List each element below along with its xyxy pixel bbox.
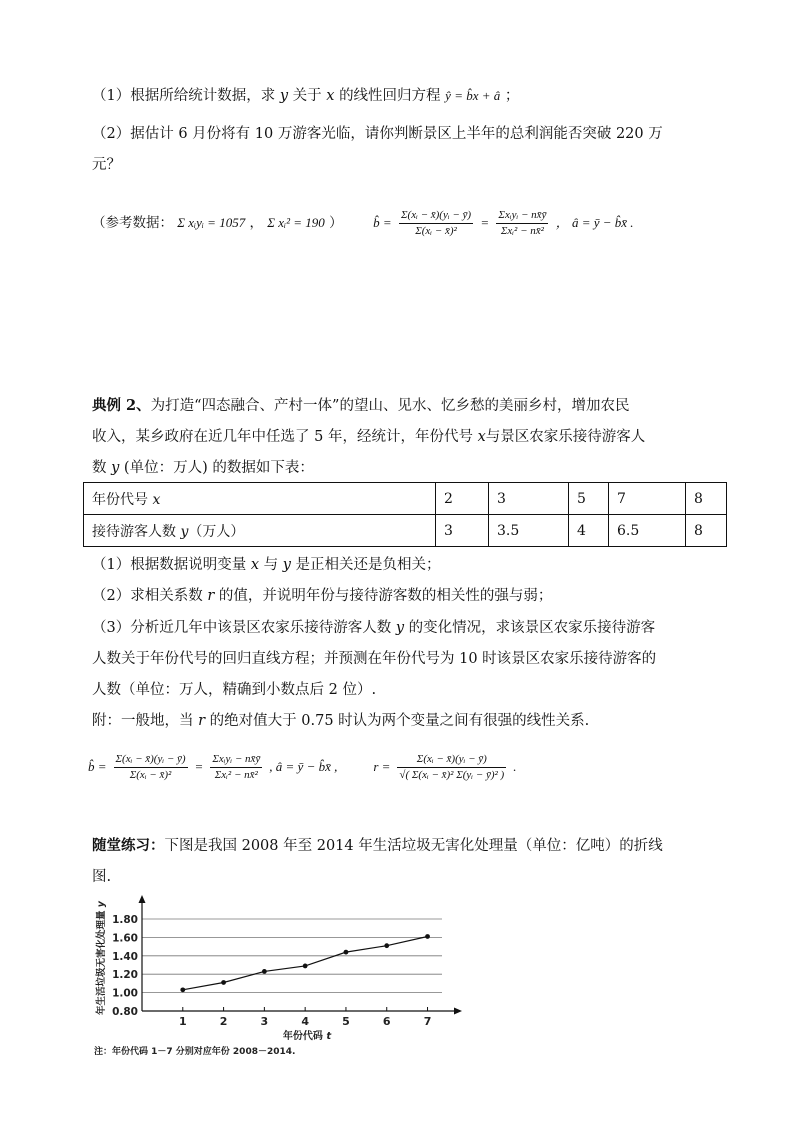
part-2	[92, 586, 552, 606]
ref-frac-1-den: Σ(xᵢ − x̄)²	[415, 225, 457, 237]
chart-y-ticks	[112, 914, 138, 1018]
formula-a-eq: , â = ȳ − b̂x̄ ,	[269, 759, 338, 774]
part-1-c: 是正相关还是负相关；	[295, 557, 441, 573]
data-point	[262, 969, 267, 974]
table-cell: 3	[489, 483, 569, 515]
chart-x-ticks	[179, 1007, 431, 1028]
part-3-a: （3）分析近几年中该景区农家乐接待游客人数	[92, 620, 392, 636]
y-tick-label: 1.00	[112, 987, 138, 1000]
question-1	[92, 86, 519, 106]
x-axis-arrow	[454, 1008, 462, 1015]
example-2-var-y: y	[111, 460, 120, 476]
practice-line-2: 图.	[92, 869, 112, 885]
practice-text-1: 下图是我国 2008 年至 2014 年生活垃圾无害化处理量（单位：亿吨）的折线	[164, 838, 663, 854]
y-label-var: y	[96, 900, 107, 908]
formula-block	[88, 752, 516, 783]
formula-frac-r	[397, 752, 506, 783]
chart-x-label	[283, 1029, 332, 1042]
part-3-line-1	[92, 618, 655, 638]
table-cell: 5	[569, 483, 609, 515]
reference-data	[92, 208, 634, 239]
table-row	[84, 515, 727, 547]
chart-y-label	[95, 900, 107, 1015]
data-point	[180, 987, 185, 992]
x-label-text: 年份代码	[282, 1031, 327, 1042]
part-2-b: 的值，并说明年份与接待游客数的相关性的强与弱；	[218, 588, 553, 604]
row1-label-text: 年份代号	[92, 491, 148, 508]
y-tick-label: 0.80	[112, 1006, 138, 1018]
table-cell: 2	[436, 483, 489, 515]
appendix-note	[92, 711, 589, 731]
formula-frac-2-den: Σxᵢ² − nx̄²	[214, 769, 258, 781]
example-2-text-2a: 收入，某乡政府在近几年中任选了 5 年，经统计，年份代号	[92, 429, 473, 445]
question-2-line-2: 元？	[92, 157, 121, 173]
formula-frac-2	[210, 752, 262, 783]
x-tick-label: 1	[178, 1015, 187, 1028]
ref-frac-2	[496, 208, 548, 239]
y-tick-label: 1.80	[112, 914, 138, 926]
chart-series	[180, 934, 430, 992]
formula-r-lhs: r =	[373, 759, 391, 774]
table-cell: 8	[686, 483, 727, 515]
part-2-var-r: r	[207, 588, 215, 604]
chart-note: 注：年份代码 1－7 分别对应年份 2008－2014.	[94, 1047, 296, 1057]
row2-label-text: 接待游客人数	[92, 523, 176, 540]
part-2-a: （2）求相关系数	[92, 588, 203, 604]
note-a: 附：一般地，当	[92, 713, 194, 729]
y-tick-label: 1.20	[112, 969, 138, 982]
ref-equals: =	[480, 215, 490, 230]
row2-unit: （万人）	[188, 523, 245, 540]
q1-end: ；	[504, 88, 520, 104]
formula-frac-1	[114, 752, 188, 783]
ref-sum1: Σ xᵢyᵢ = 1057	[177, 215, 246, 230]
ref-frac-1	[399, 208, 473, 239]
ref-frac-1-num: Σ(xᵢ − x̄)(yᵢ − ȳ)	[399, 208, 473, 224]
table-cell: 3.5	[489, 515, 569, 547]
x-label-var: t	[326, 1031, 332, 1042]
x-tick-label: 6	[382, 1015, 391, 1028]
table-row	[84, 483, 727, 515]
row1-var: x	[152, 491, 161, 508]
table-cell: 6.5	[609, 515, 686, 547]
formula-frac-2-num: Σxᵢyᵢ − nx̄ȳ	[210, 752, 262, 768]
part-3-var-y: y	[395, 620, 405, 636]
data-point	[303, 964, 308, 969]
y-tick-label: 1.60	[112, 932, 138, 945]
ref-prefix: （参考数据：	[92, 215, 173, 231]
formula-frac-r-den: √( Σ(xᵢ − x̄)² Σ(yᵢ − ȳ)² )	[399, 769, 505, 781]
table-cell: 7	[609, 483, 686, 515]
q1-rest: 的线性回归方程	[339, 88, 441, 104]
ref-sum2: Σ xᵢ² = 190	[267, 215, 325, 230]
ref-frac-2-den: Σxᵢ² − nx̄²	[500, 225, 544, 237]
example-2-var-x: x	[477, 429, 486, 445]
table-cell: 8	[686, 515, 727, 547]
formula-frac-r-num: Σ(xᵢ − x̄)(yᵢ − ȳ)	[397, 752, 506, 768]
x-tick-label: 5	[342, 1015, 350, 1028]
x-tick-label: 3	[260, 1015, 269, 1028]
practice-line-1	[92, 836, 663, 856]
example-2-line-1	[92, 396, 629, 416]
part-3-line-3: 人数（单位：万人，精确到小数点后 2 位）.	[92, 682, 377, 698]
example-2-line-2	[92, 427, 645, 447]
ref-a-equation: ， â = ȳ − b̂x̄ .	[555, 215, 634, 230]
y-label-text: 年生活垃圾无害化处理量	[96, 907, 107, 1016]
table-cell: 3	[436, 515, 489, 547]
part-3-b: 的变化情况，求该景区农家乐接待游客	[408, 620, 656, 636]
x-tick-label: 7	[423, 1015, 432, 1028]
table-row-label	[84, 483, 436, 515]
formula-frac-1-den: Σ(xᵢ − x̄)²	[129, 769, 172, 781]
note-var-r: r	[198, 713, 206, 729]
chart-grid	[142, 919, 442, 993]
formula-frac-1-num: Σ(xᵢ − x̄)(yᵢ − ȳ)	[114, 752, 188, 768]
line-chart	[86, 893, 466, 1043]
data-point	[384, 943, 389, 948]
example-2-text-1: 为打造“四态融合、产村一体”的望山、见水、忆乡愁的美丽乡村，增加农民	[150, 398, 630, 414]
example-2-title: 典例 2、	[92, 397, 151, 414]
example-2-text-3b: (单位：万人) 的数据如下表：	[123, 460, 314, 476]
y-axis-arrow	[139, 895, 146, 903]
table-row-label	[84, 515, 436, 547]
ref-sep: ，	[249, 215, 263, 231]
part-1-var-y: y	[282, 557, 291, 573]
data-point	[344, 950, 349, 955]
q1-equation: ŷ = b̂x + â	[445, 88, 501, 103]
example-2-line-3	[92, 458, 314, 478]
note-b: 的绝对值大于 0.75 时认为两个变量之间有很强的线性关系.	[209, 713, 590, 729]
formula-b-lhs: b̂ =	[88, 759, 107, 774]
ref-b-hat: b̂ =	[373, 215, 392, 230]
part-1-var-x: x	[250, 557, 260, 573]
x-tick-label: 2	[219, 1015, 228, 1028]
data-point	[425, 934, 430, 939]
chart-axes	[139, 895, 463, 1015]
ref-frac-2-num: Σxᵢyᵢ − nx̄ȳ	[496, 208, 548, 224]
q1-var-y: y	[279, 88, 289, 104]
data-table	[83, 482, 727, 547]
x-tick-label: 4	[301, 1015, 309, 1028]
ref-close: ）	[329, 215, 343, 231]
q1-var-x: x	[326, 88, 335, 104]
part-1-b: 与	[263, 557, 279, 573]
data-point	[221, 980, 226, 985]
q1-label: （1）根据所给统计数据，求	[92, 88, 276, 104]
part-1	[92, 555, 441, 575]
series-line	[183, 936, 428, 989]
y-tick-label: 1.40	[112, 950, 138, 963]
table-cell: 4	[569, 515, 609, 547]
question-2-line-1: （2）据估计 6 月份将有 10 万游客光临，请你判断景区上半年的总利润能否突破 220 万	[92, 126, 663, 142]
formula-end: .	[513, 759, 517, 774]
example-2-text-2b: 与景区农家乐接待游客人	[485, 429, 646, 445]
practice-title: 随堂练习：	[92, 837, 165, 854]
formula-equals: =	[194, 759, 204, 774]
part-1-a: （1）根据数据说明变量	[92, 557, 247, 573]
row2-var: y	[180, 523, 189, 540]
q1-mid: 关于	[292, 88, 322, 104]
part-3-line-2: 人数关于年份代号的回归直线方程；并预测在年份代号为 10 时该景区农家乐接待游客的	[92, 651, 657, 667]
example-2-text-3a: 数	[92, 460, 107, 476]
